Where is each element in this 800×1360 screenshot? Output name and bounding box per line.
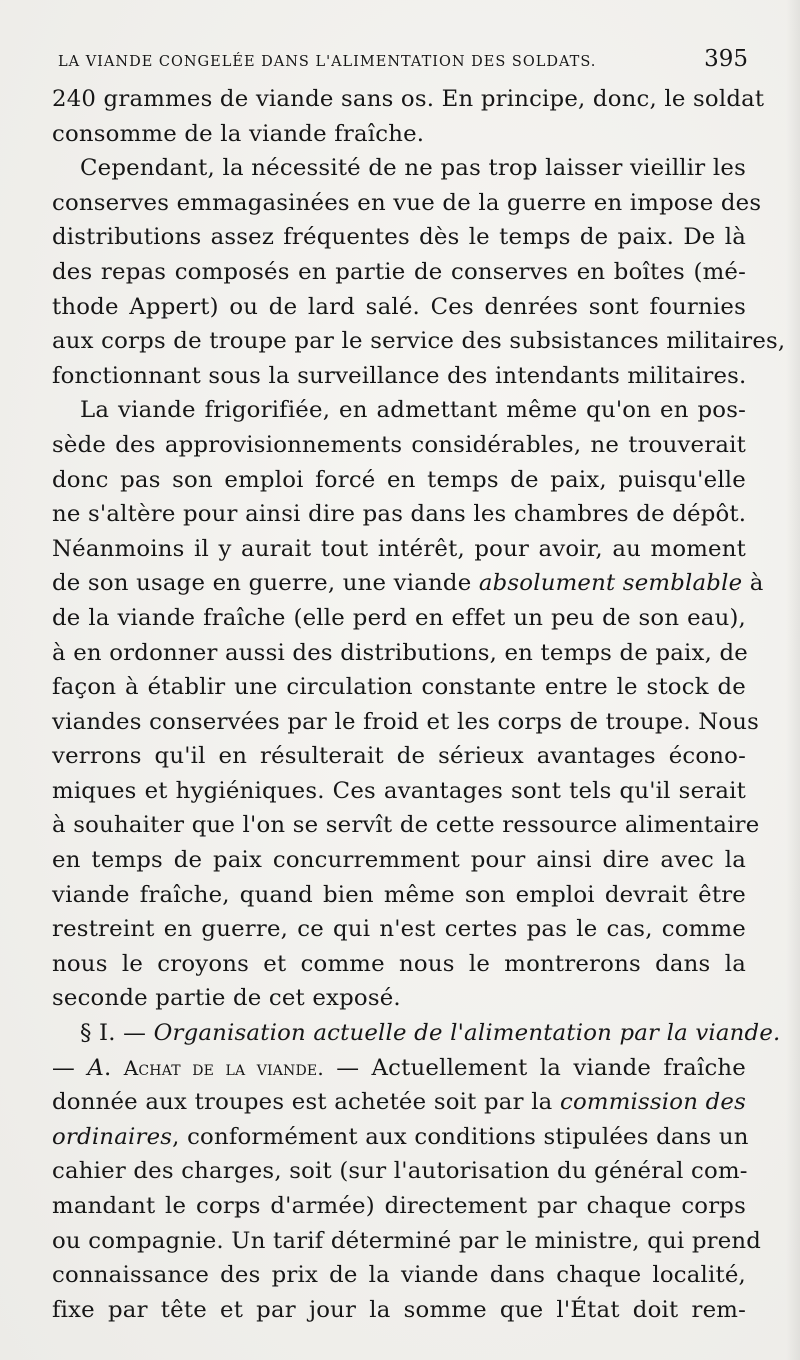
subsection-line: — A. Achat de la viande. — Actuellement la viande fraîche xyxy=(52,1054,746,1081)
text-line: 240 grammes de viande sans os. En principe, donc, le soldat xyxy=(52,86,765,112)
page-header xyxy=(58,44,748,78)
text-line: mandant le corps d'armée) directement par chaque corps xyxy=(52,1193,746,1219)
text-line: verrons qu'il en résulterait de sérieux avantages écono- xyxy=(52,743,746,770)
subsection-title: Achat de la viande. xyxy=(123,1055,324,1080)
text-line: donnée aux troupes est achetée soit par la commission des xyxy=(52,1089,746,1116)
text-line: ordinaires, conformément aux conditions stipulées dans un xyxy=(52,1123,749,1150)
section-title: Organisation actuelle de l'alimentation par la viande. xyxy=(153,1020,781,1047)
section-heading: § I. — Organisation actuelle de l'alimentation par la viande. xyxy=(80,1020,781,1047)
text-line: restreint en guerre, ce qui n'est certes pas le cas, comme xyxy=(52,916,746,943)
text-line: nous le croyons et comme nous le montrerons dans la xyxy=(52,950,746,977)
text-line: connaissance des prix de la viande dans chaque localité, xyxy=(52,1262,746,1289)
text-line: conserves emmagasinées en vue de la guerre en impose des xyxy=(52,189,762,216)
text-line: viande fraîche, quand bien même son emploi devrait être xyxy=(52,881,746,908)
text-line: consomme de la viande fraîche. xyxy=(52,120,425,147)
text-line: de la viande fraîche (elle perd en effet un peu de son eau), xyxy=(52,604,746,631)
text-line: à souhaiter que l'on se servît de cette ressource alimentaire xyxy=(52,812,760,839)
subsection-letter: A xyxy=(87,1054,104,1081)
text-line: thode Appert) ou de lard salé. Ces denrées sont fournies xyxy=(52,293,746,320)
text-line: viandes conservées par le froid et les corps de troupe. Nous xyxy=(52,708,760,735)
text-line: La viande frigorifiée, en admettant même qu'on en pos- xyxy=(80,397,746,424)
running-head: LA VIANDE CONGELÉE DANS L'ALIMENTATION DES SOLDATS. xyxy=(58,54,597,70)
text-line: Cependant, la nécessité de ne pas trop laisser vieillir les xyxy=(80,155,746,182)
italic-phrase: ordinaires xyxy=(52,1123,173,1150)
text-line: des repas composés en partie de conserves en boîtes (mé- xyxy=(52,258,746,285)
text-line: seconde partie de cet exposé. xyxy=(52,985,401,1012)
text-line: donc pas son emploi forcé en temps de paix, puisqu'elle xyxy=(52,466,746,493)
text-line: cahier des charges, soit (sur l'autorisation du général com- xyxy=(52,1158,748,1185)
text-line: ne s'altère pour ainsi dire pas dans les chambres de dépôt. xyxy=(52,501,747,528)
text-line: distributions assez fréquentes dès le temps de paix. De là xyxy=(52,224,746,251)
text-line: en temps de paix concurremment pour ainsi dire avec la xyxy=(52,847,746,874)
text-line: Néanmoins il y aurait tout intérêt, pour avoir, au moment xyxy=(52,535,746,562)
text-line: à en ordonner aussi des distributions, en temps de paix, de xyxy=(52,639,748,666)
text-line: ou compagnie. Un tarif déterminé par le ministre, qui prend xyxy=(52,1227,762,1254)
italic-phrase: commission des xyxy=(559,1089,746,1116)
text-line: miques et hygiéniques. Ces avantages sont tels qu'il serait xyxy=(52,777,746,804)
italic-phrase: absolument semblable xyxy=(478,570,743,597)
body-text xyxy=(52,82,786,1327)
text-line: fixe par tête et par jour la somme que l'État doit rem- xyxy=(52,1296,746,1323)
text-line: aux corps de troupe par le service des subsistances militaires, xyxy=(52,328,786,355)
text-line: sède des approvisionnements considérables, ne trouverait xyxy=(52,431,746,458)
text-line: façon à établir une circulation constante entre le stock de xyxy=(52,674,746,701)
text-line: de son usage en guerre, une viande absolument semblable à xyxy=(52,570,764,597)
text-line: fonctionnant sous la surveillance des intendants militaires. xyxy=(52,362,747,389)
page-number: 395 xyxy=(704,46,748,72)
